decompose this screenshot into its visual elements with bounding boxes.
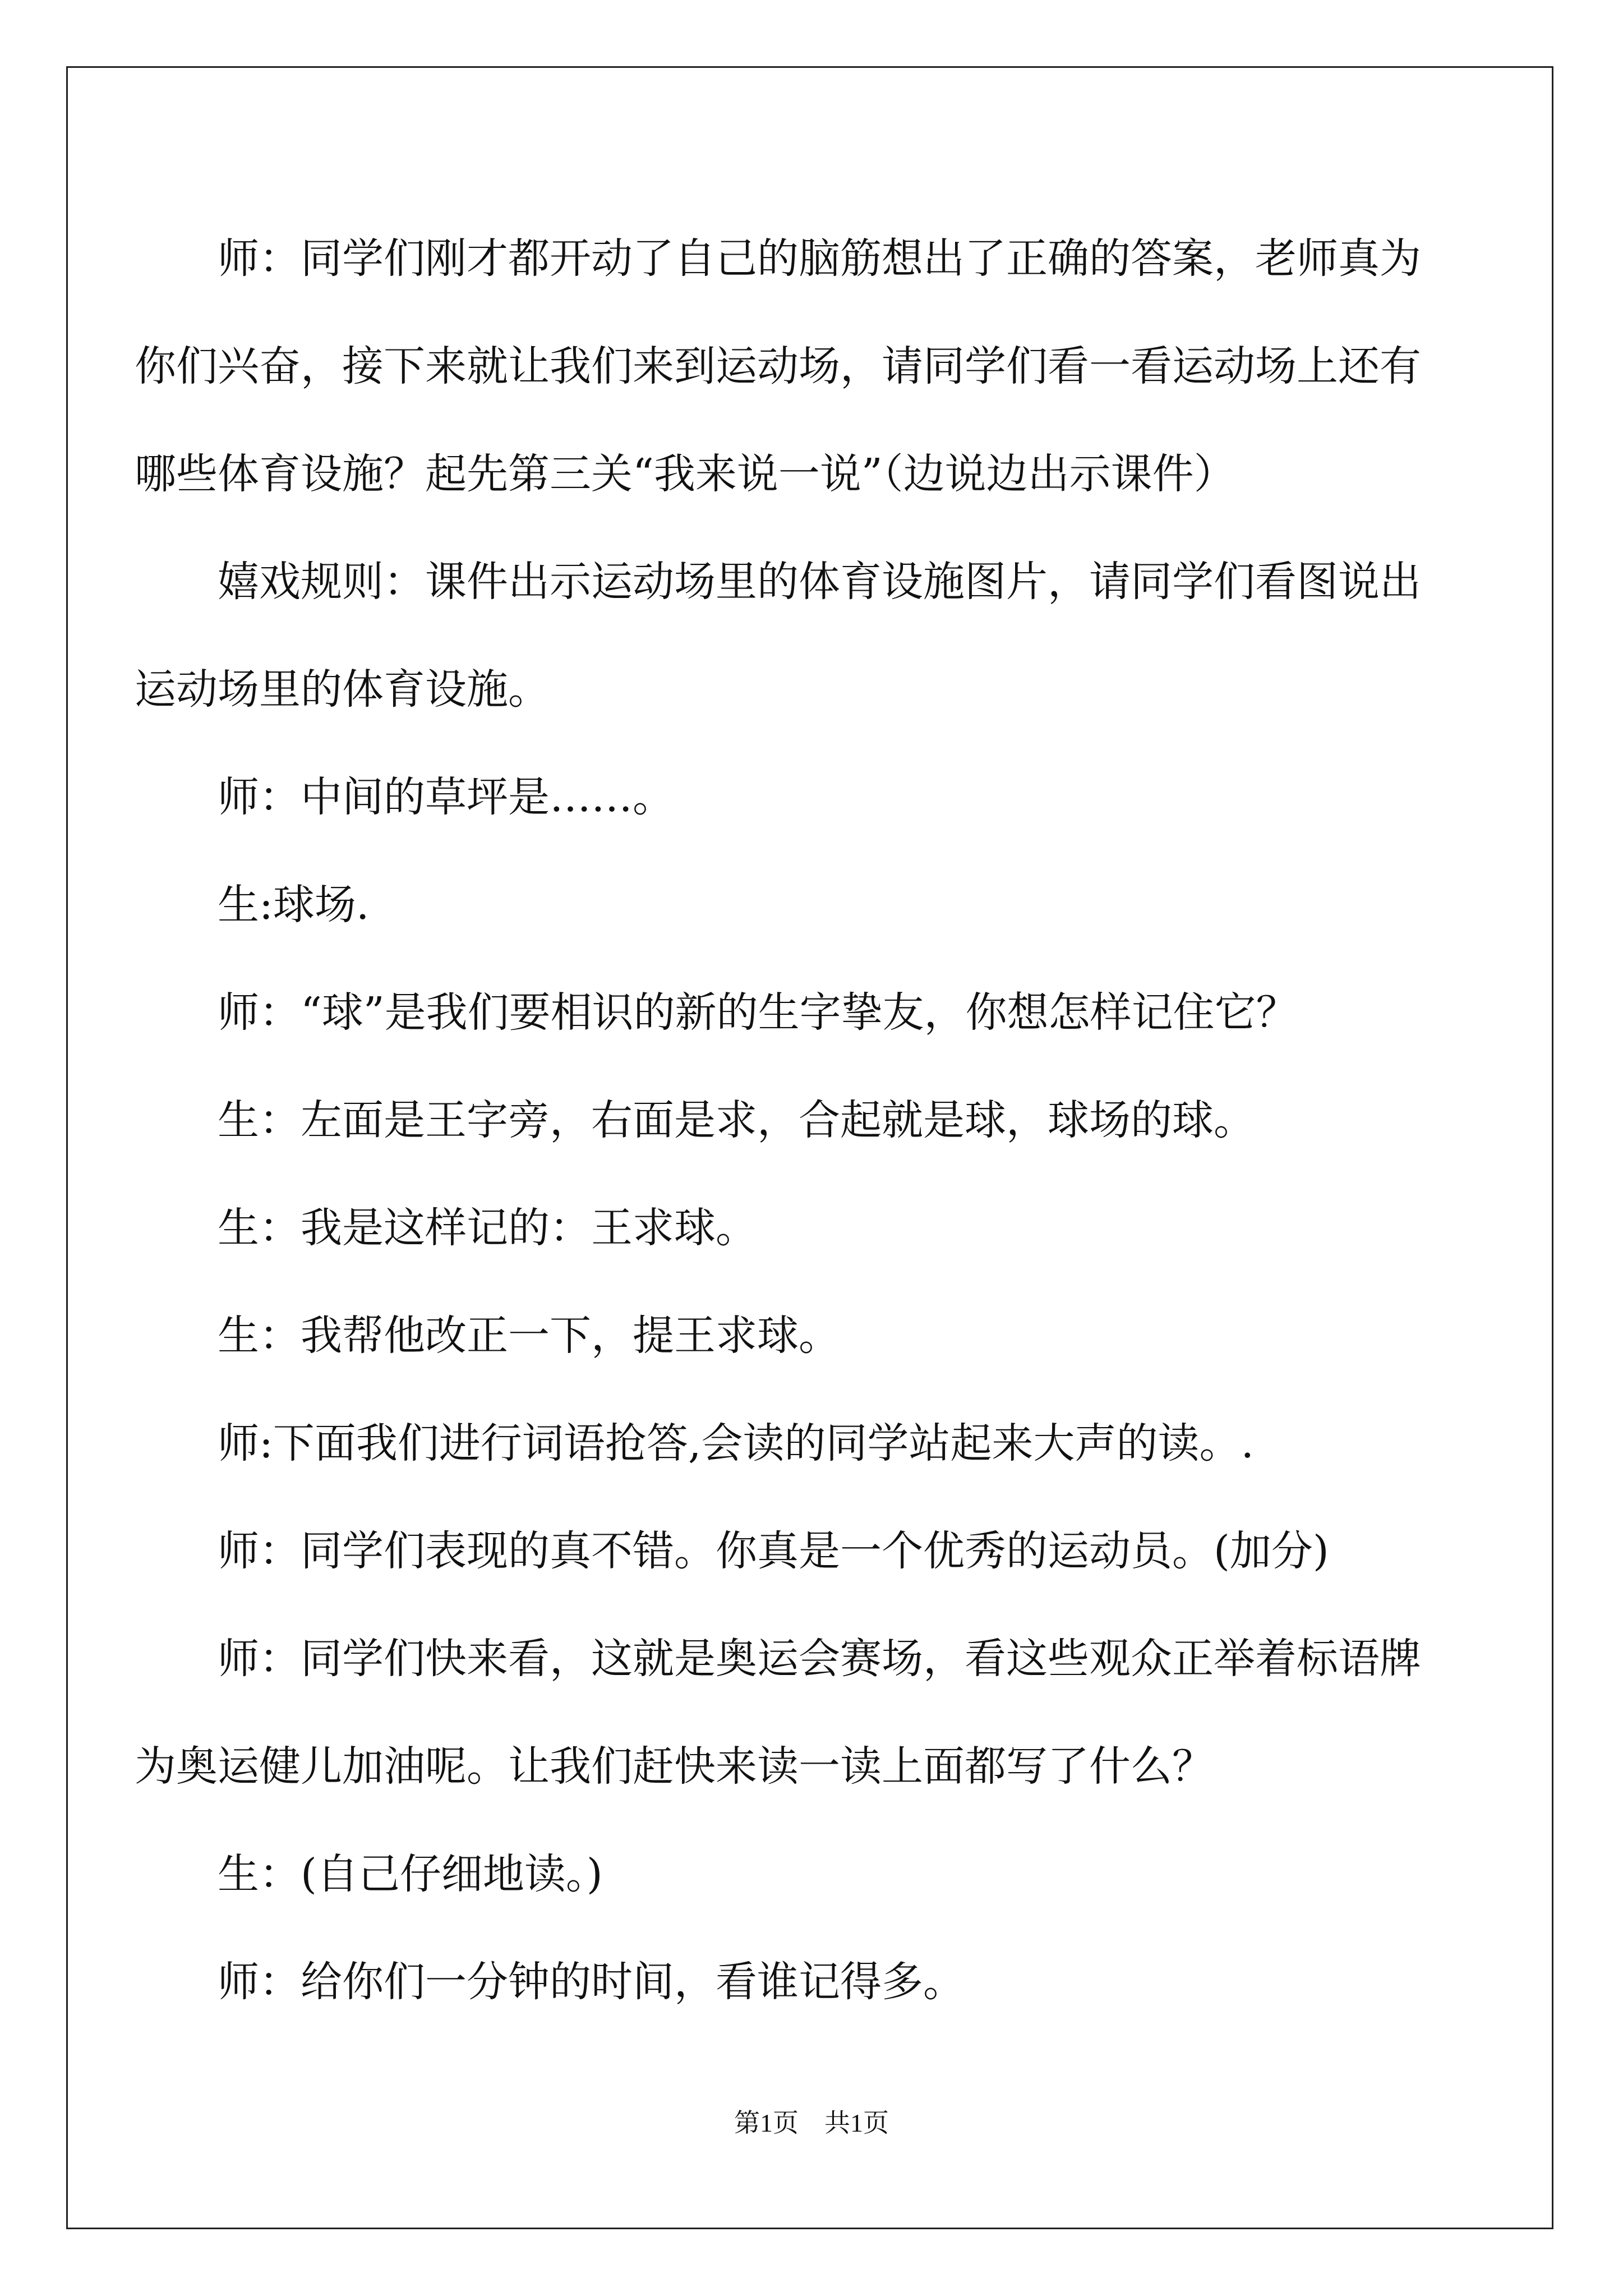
paragraph-11: 师：同学们快来看，这就是奥运会赛场，看这些观众正举着标语牌为奥运健儿加油呢。让我们赶快来读一读上面都写了什么？	[135, 1635, 1421, 1791]
paragraph-8: 生：我帮他改正一下，提王求球。	[218, 1312, 840, 1360]
page-number-footer: 第1页 共1页	[734, 2109, 889, 2137]
paragraph-6: 生：左面是王字旁，右面是求，合起就是球，球场的球。	[218, 1096, 1255, 1144]
paragraph-3: 师：中间的草坪是……。	[218, 773, 674, 821]
paragraph-4: 生:球场.	[218, 881, 370, 929]
document-body	[135, 205, 1424, 2036]
paragraph-9: 师:下面我们进行词语抢答,会读的同学站起来大声的读。.	[218, 1419, 1254, 1467]
paragraph-7: 生：我是这样记的：王求球。	[218, 1204, 757, 1252]
paragraph-10: 师：同学们表现的真不错。你真是一个优秀的运动员。(加分)	[218, 1527, 1329, 1575]
paragraph-13: 师：给你们一分钟的时间，看谁记得多。	[218, 1958, 965, 2006]
paragraph-5: 师：“球”是我们要相识的新的生字挚友，你想怎样记住它？	[218, 988, 1298, 1037]
paragraph-12: 生：(自己仔细地读。)	[218, 1850, 603, 1898]
paragraph-2: 嬉戏规则：课件出示运动场里的体育设施图片，请同学们看图说出运动场里的体育设施。	[135, 558, 1421, 714]
paragraph-1: 师：同学们刚才都开动了自己的脑筋想出了正确的答案，老师真为你们兴奋，接下来就让我们来到运动场，请同学们看一看运动场上还有哪些体育设施？起先第三关“我来说一说”（边说边出示课件）	[135, 234, 1421, 498]
